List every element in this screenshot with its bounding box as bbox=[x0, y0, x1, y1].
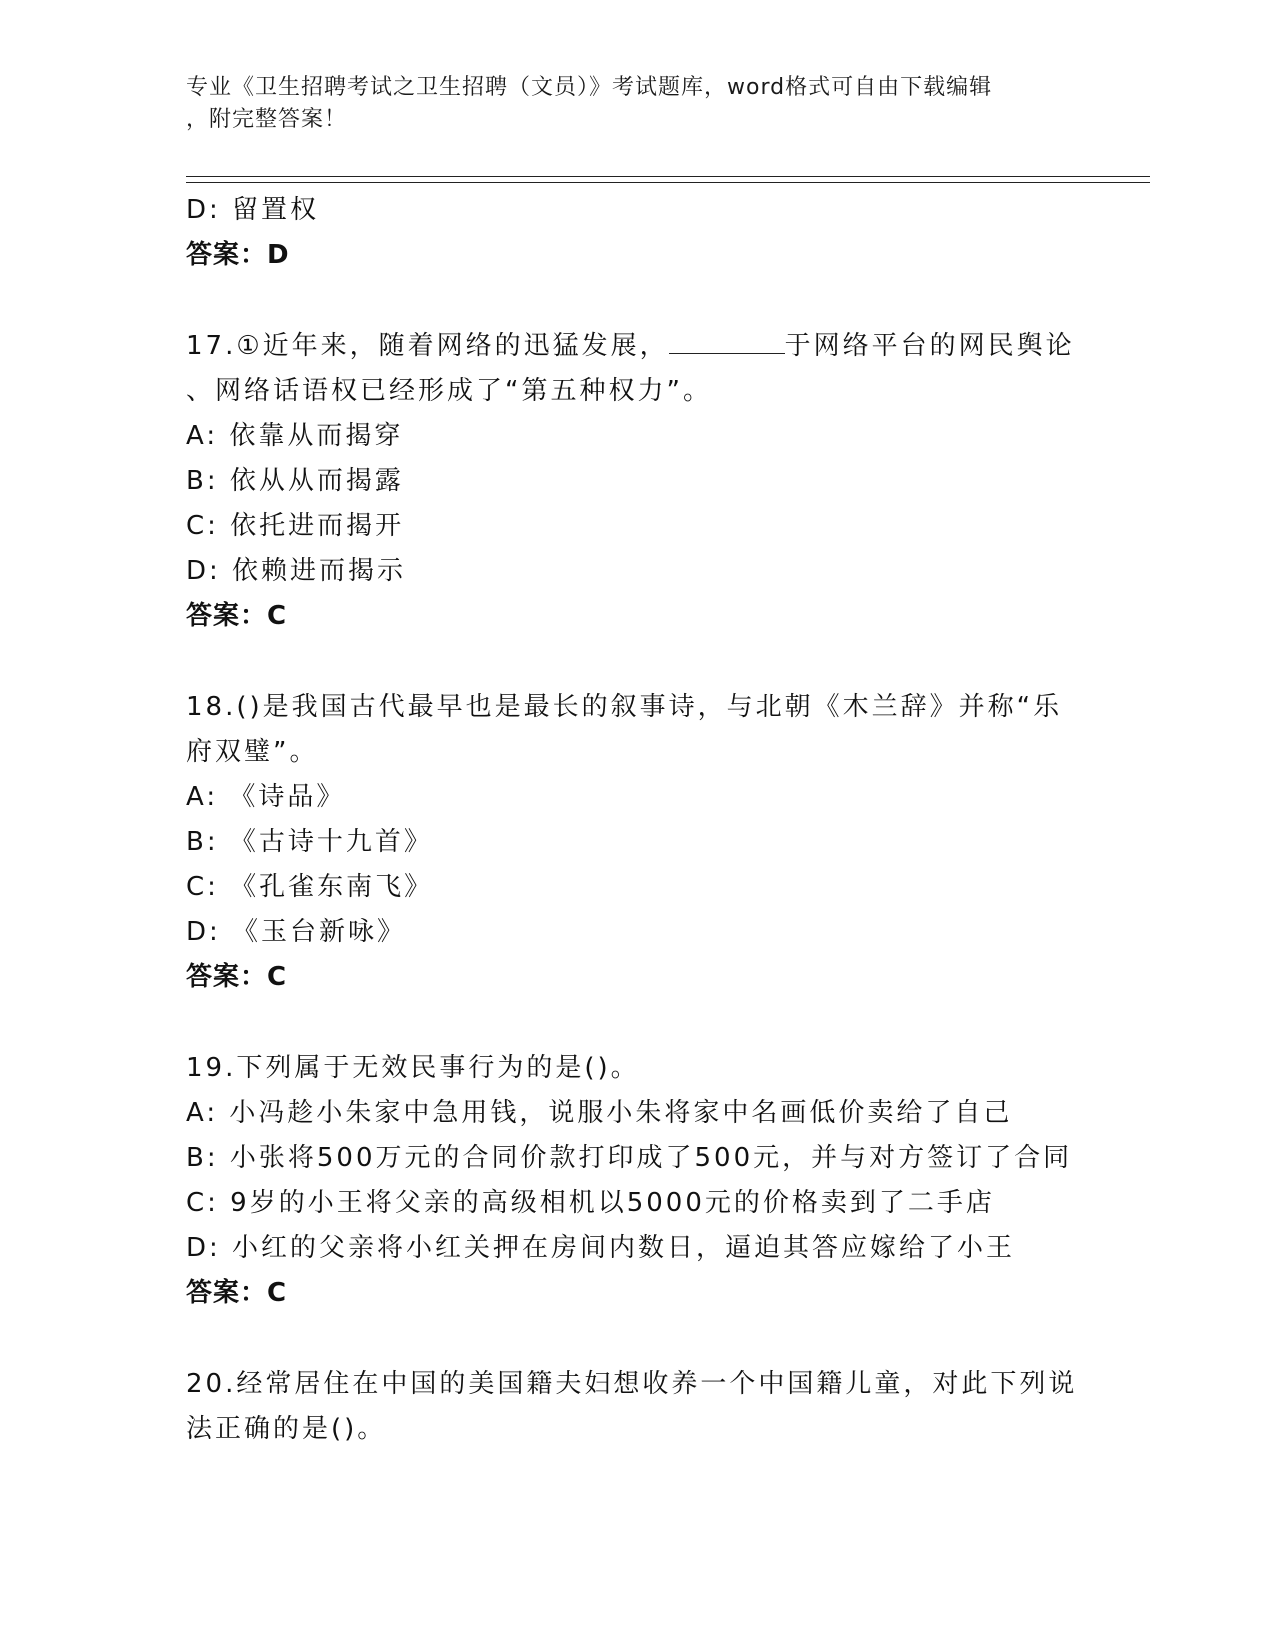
header-line-1: 专业《卫生招聘考试之卫生招聘（文员）》考试题库，word格式可自由下载编辑 bbox=[186, 75, 993, 100]
question-18 bbox=[186, 685, 1086, 1000]
question-stem-line-2: 府双璧”。 bbox=[186, 737, 319, 767]
option-a: A: 《诗品》 bbox=[186, 782, 346, 812]
fill-blank bbox=[669, 333, 785, 354]
answer-line: 答案：C bbox=[186, 1278, 288, 1308]
question-list bbox=[186, 188, 1086, 1452]
question-stem-line-2: 、网络话语权已经形成了“第五种权力”。 bbox=[186, 376, 712, 406]
answer-line: 答案：C bbox=[186, 601, 288, 631]
question-stem-line-2: 法正确的是()。 bbox=[186, 1414, 387, 1444]
question-stem: 20.经常居住在中国的美国籍夫妇想收养一个中国籍儿童，对此下列说 bbox=[186, 1369, 1078, 1399]
question-stem: 19.下列属于无效民事行为的是()。 bbox=[186, 1053, 640, 1083]
option-d: D: 小红的父亲将小红关押在房间内数日，逼迫其答应嫁给了小王 bbox=[186, 1233, 1016, 1263]
option-b: B: 《古诗十九首》 bbox=[186, 827, 433, 857]
header-divider-bottom bbox=[186, 182, 1150, 183]
option-d: D: 《玉台新咏》 bbox=[186, 917, 407, 947]
header-divider-top bbox=[186, 176, 1150, 177]
question-17 bbox=[186, 324, 1086, 639]
option-b: B: 小张将500万元的合同价款打印成了500元，并与对方签订了合同 bbox=[186, 1143, 1073, 1173]
question-19 bbox=[186, 1046, 1086, 1316]
header-line-2: ，附完整答案！ bbox=[186, 107, 348, 132]
answer-line: 答案：C bbox=[186, 962, 288, 992]
option-a: A: 小冯趁小朱家中急用钱，说服小朱将家中名画低价卖给了自己 bbox=[186, 1098, 1013, 1128]
option-c: C: 《孔雀东南飞》 bbox=[186, 872, 434, 902]
answer-line: 答案：D bbox=[186, 240, 290, 270]
option-d: D: 依赖进而揭示 bbox=[186, 556, 407, 586]
option-b: B: 依从从而揭露 bbox=[186, 466, 404, 496]
question-20 bbox=[186, 1362, 1086, 1452]
option-a: A: 依靠从而揭穿 bbox=[186, 421, 404, 451]
option-d: D: 留置权 bbox=[186, 195, 320, 225]
question-stem: 18.()是我国古代最早也是最长的叙事诗，与北朝《木兰辞》并称“乐 bbox=[186, 692, 1063, 722]
question-stem bbox=[186, 324, 1086, 369]
stem-prefix: 17.①近年来，随着网络的迅猛发展， bbox=[186, 331, 669, 361]
stem-suffix: 于网络平台的网民舆论 bbox=[784, 331, 1075, 361]
option-c: C: 依托进而揭开 bbox=[186, 511, 405, 541]
option-c: C: 9岁的小王将父亲的高级相机以5000元的价格卖到了二手店 bbox=[186, 1188, 995, 1218]
document-header bbox=[186, 72, 1066, 136]
